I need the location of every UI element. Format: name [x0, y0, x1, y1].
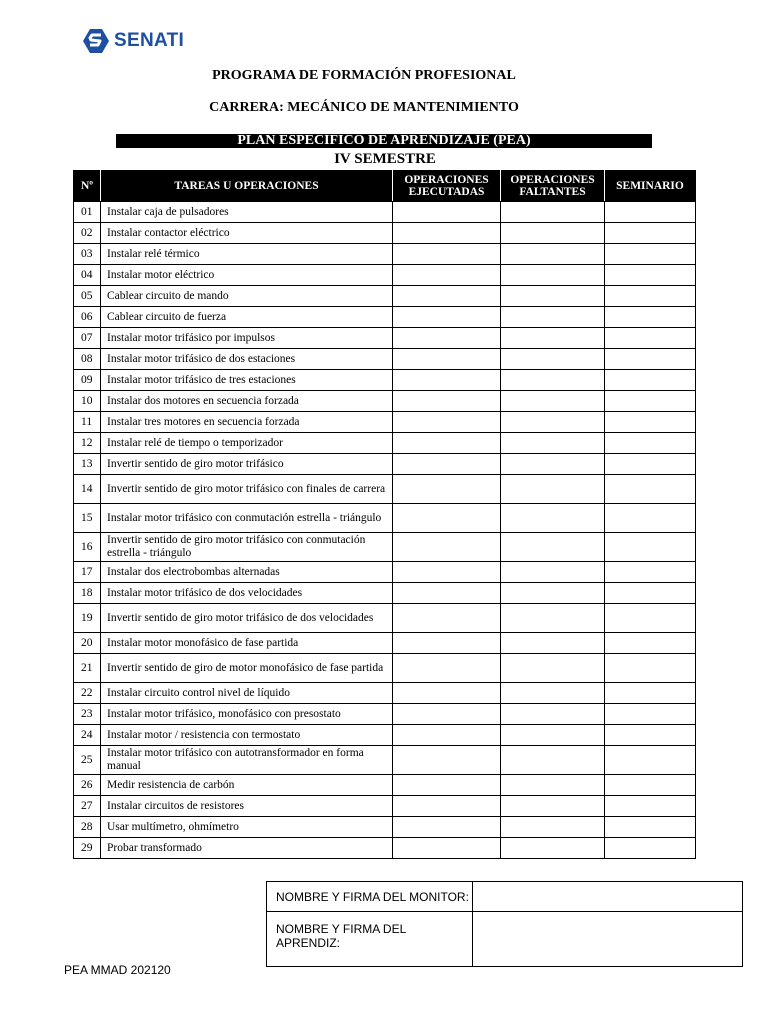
row-missing-cell[interactable]: [501, 633, 605, 654]
table-row: [74, 725, 696, 746]
table-row: [74, 265, 696, 286]
row-executed-cell[interactable]: [393, 202, 501, 223]
row-task: Instalar motor trifásico con conmutación estrella - triángulo: [101, 504, 393, 533]
row-missing-cell[interactable]: [501, 654, 605, 683]
row-task: Instalar motor trifásico de dos velocidades: [101, 583, 393, 604]
row-seminar-cell[interactable]: [605, 775, 696, 796]
row-task: Instalar circuito control nivel de líquido: [101, 683, 393, 704]
row-task: Usar multímetro, ohmímetro: [101, 817, 393, 838]
row-number: 05: [74, 286, 101, 307]
row-executed-cell[interactable]: [393, 265, 501, 286]
row-executed-cell[interactable]: [393, 633, 501, 654]
row-task: Instalar motor trifásico de tres estaciones: [101, 370, 393, 391]
row-executed-cell[interactable]: [393, 604, 501, 633]
row-seminar-cell[interactable]: [605, 433, 696, 454]
row-number: 14: [74, 475, 101, 504]
senati-logo: [82, 28, 184, 54]
monitor-signature-row: [267, 882, 743, 912]
row-missing-cell[interactable]: [501, 370, 605, 391]
row-missing-cell[interactable]: [501, 746, 605, 775]
row-executed-cell[interactable]: [393, 533, 501, 562]
row-missing-cell[interactable]: [501, 775, 605, 796]
row-executed-cell[interactable]: [393, 746, 501, 775]
row-seminar-cell[interactable]: [605, 817, 696, 838]
row-executed-cell[interactable]: [393, 775, 501, 796]
row-executed-cell[interactable]: [393, 504, 501, 533]
row-number: 04: [74, 265, 101, 286]
row-seminar-cell[interactable]: [605, 562, 696, 583]
table-header-row: [74, 171, 696, 202]
row-seminar-cell[interactable]: [605, 307, 696, 328]
row-executed-cell[interactable]: [393, 454, 501, 475]
monitor-signature-field[interactable]: [473, 882, 743, 912]
row-number: 03: [74, 244, 101, 265]
row-missing-cell[interactable]: [501, 796, 605, 817]
table-row: [74, 244, 696, 265]
row-task: Invertir sentido de giro motor trifásico con conmutación estrella - triángulo: [101, 533, 393, 562]
row-missing-cell[interactable]: [501, 817, 605, 838]
table-row: [74, 817, 696, 838]
table-row: [74, 654, 696, 683]
table-row: [74, 454, 696, 475]
table-row: [74, 583, 696, 604]
row-number: 22: [74, 683, 101, 704]
footer-code: PEA MMAD 202120: [64, 963, 171, 977]
row-task: Instalar motor / resistencia con termostato: [101, 725, 393, 746]
row-seminar-cell[interactable]: [605, 604, 696, 633]
monitor-signature-label: NOMBRE Y FIRMA DEL MONITOR:: [267, 882, 473, 912]
row-task: Instalar motor trifásico por impulsos: [101, 328, 393, 349]
apprentice-signature-field[interactable]: [473, 912, 743, 967]
row-missing-cell[interactable]: [501, 286, 605, 307]
row-number: 19: [74, 604, 101, 633]
row-task: Instalar contactor eléctrico: [101, 223, 393, 244]
logo-text: SENATI: [114, 30, 185, 51]
apprentice-signature-label: NOMBRE Y FIRMA DEL APRENDIZ:: [267, 912, 473, 967]
row-missing-cell[interactable]: [501, 533, 605, 562]
row-missing-cell[interactable]: [501, 265, 605, 286]
table-row: [74, 796, 696, 817]
row-seminar-cell[interactable]: [605, 244, 696, 265]
col-header-number: Nº: [74, 171, 101, 202]
row-number: 13: [74, 454, 101, 475]
row-missing-cell[interactable]: [501, 202, 605, 223]
row-number: 21: [74, 654, 101, 683]
row-task: Invertir sentido de giro de motor monofásico de fase partida: [101, 654, 393, 683]
row-seminar-cell[interactable]: [605, 391, 696, 412]
row-number: 09: [74, 370, 101, 391]
row-number: 26: [74, 775, 101, 796]
row-missing-cell[interactable]: [501, 244, 605, 265]
row-executed-cell[interactable]: [393, 562, 501, 583]
row-task: Instalar relé de tiempo o temporizador: [101, 433, 393, 454]
row-missing-cell[interactable]: [501, 328, 605, 349]
row-seminar-cell[interactable]: [605, 838, 696, 859]
row-seminar-cell[interactable]: [605, 583, 696, 604]
row-seminar-cell[interactable]: [605, 265, 696, 286]
row-task: Instalar dos motores en secuencia forzada: [101, 391, 393, 412]
table-row: [74, 433, 696, 454]
table-row: [74, 562, 696, 583]
program-title: PROGRAMA DE FORMACIÓN PROFESIONAL: [212, 68, 516, 83]
table-row: [74, 633, 696, 654]
signature-box: [266, 881, 743, 967]
row-seminar-cell[interactable]: [605, 349, 696, 370]
row-task: Instalar circuitos de resistores: [101, 796, 393, 817]
row-task: Probar transformado: [101, 838, 393, 859]
row-executed-cell[interactable]: [393, 725, 501, 746]
row-task: Invertir sentido de giro motor trifásico de dos velocidades: [101, 604, 393, 633]
row-missing-cell[interactable]: [501, 604, 605, 633]
row-task: Instalar caja de pulsadores: [101, 202, 393, 223]
senati-logo-icon: [82, 28, 110, 54]
row-seminar-cell[interactable]: [605, 412, 696, 433]
row-number: 28: [74, 817, 101, 838]
row-missing-cell[interactable]: [501, 223, 605, 244]
row-seminar-cell[interactable]: [605, 286, 696, 307]
row-executed-cell[interactable]: [393, 286, 501, 307]
row-task: Cablear circuito de mando: [101, 286, 393, 307]
row-task: Instalar motor monofásico de fase partida: [101, 633, 393, 654]
table-row: [74, 838, 696, 859]
row-executed-cell[interactable]: [393, 583, 501, 604]
row-task: Instalar dos electrobombas alternadas: [101, 562, 393, 583]
table-row: [74, 704, 696, 725]
row-seminar-cell[interactable]: [605, 475, 696, 504]
row-seminar-cell[interactable]: [605, 504, 696, 533]
row-number: 20: [74, 633, 101, 654]
row-seminar-cell[interactable]: [605, 633, 696, 654]
row-seminar-cell[interactable]: [605, 533, 696, 562]
col-header-seminar: SEMINARIO: [605, 171, 696, 202]
row-executed-cell[interactable]: [393, 683, 501, 704]
col-header-executed: OPERACIONES EJECUTADAS: [393, 171, 501, 202]
row-number: 12: [74, 433, 101, 454]
table-row: [74, 286, 696, 307]
row-executed-cell[interactable]: [393, 244, 501, 265]
table-row: [74, 775, 696, 796]
table-row: [74, 504, 696, 533]
row-seminar-cell[interactable]: [605, 328, 696, 349]
table-row: [74, 370, 696, 391]
row-missing-cell[interactable]: [501, 391, 605, 412]
table-row: [74, 683, 696, 704]
table-row: [74, 391, 696, 412]
row-number: 11: [74, 412, 101, 433]
row-seminar-cell[interactable]: [605, 370, 696, 391]
row-missing-cell[interactable]: [501, 683, 605, 704]
row-executed-cell[interactable]: [393, 704, 501, 725]
row-executed-cell[interactable]: [393, 328, 501, 349]
row-task: Medir resistencia de carbón: [101, 775, 393, 796]
row-missing-cell[interactable]: [501, 725, 605, 746]
row-number: 06: [74, 307, 101, 328]
row-executed-cell[interactable]: [393, 349, 501, 370]
semester-title: IV SEMESTRE: [334, 151, 436, 167]
col-header-missing: OPERACIONES FALTANTES: [501, 171, 605, 202]
row-missing-cell[interactable]: [501, 838, 605, 859]
plan-title: PLAN ESPECÍFICO DE APRENDIZAJE (PEA): [116, 134, 652, 148]
row-number: 27: [74, 796, 101, 817]
row-executed-cell[interactable]: [393, 654, 501, 683]
row-executed-cell[interactable]: [393, 838, 501, 859]
row-seminar-cell[interactable]: [605, 454, 696, 475]
row-missing-cell[interactable]: [501, 307, 605, 328]
row-seminar-cell[interactable]: [605, 654, 696, 683]
row-executed-cell[interactable]: [393, 475, 501, 504]
row-task: Invertir sentido de giro motor trifásico: [101, 454, 393, 475]
row-task: Instalar motor trifásico con autotransformador en forma manual: [101, 746, 393, 775]
row-task: Instalar motor trifásico, monofásico con presostato: [101, 704, 393, 725]
tasks-table: [73, 170, 696, 859]
row-executed-cell[interactable]: [393, 412, 501, 433]
row-missing-cell[interactable]: [501, 349, 605, 370]
row-number: 07: [74, 328, 101, 349]
row-missing-cell[interactable]: [501, 412, 605, 433]
career-title: CARRERA: MECÁNICO DE MANTENIMIENTO: [209, 100, 519, 115]
table-row: [74, 202, 696, 223]
table-row: [74, 328, 696, 349]
row-task: Cablear circuito de fuerza: [101, 307, 393, 328]
row-missing-cell[interactable]: [501, 562, 605, 583]
table-row: [74, 746, 696, 775]
table-row: [74, 412, 696, 433]
row-missing-cell[interactable]: [501, 475, 605, 504]
row-executed-cell[interactable]: [393, 433, 501, 454]
table-row: [74, 604, 696, 633]
row-executed-cell[interactable]: [393, 817, 501, 838]
row-number: 17: [74, 562, 101, 583]
row-seminar-cell[interactable]: [605, 725, 696, 746]
row-missing-cell[interactable]: [501, 454, 605, 475]
row-executed-cell[interactable]: [393, 796, 501, 817]
row-executed-cell[interactable]: [393, 307, 501, 328]
row-task: Instalar tres motores en secuencia forzada: [101, 412, 393, 433]
table-row: [74, 533, 696, 562]
row-seminar-cell[interactable]: [605, 223, 696, 244]
row-number: 16: [74, 533, 101, 562]
row-number: 02: [74, 223, 101, 244]
row-task: Instalar motor eléctrico: [101, 265, 393, 286]
row-number: 15: [74, 504, 101, 533]
row-task: Instalar relé térmico: [101, 244, 393, 265]
row-number: 10: [74, 391, 101, 412]
table-row: [74, 223, 696, 244]
row-task: Instalar motor trifásico de dos estaciones: [101, 349, 393, 370]
row-seminar-cell[interactable]: [605, 704, 696, 725]
row-number: 29: [74, 838, 101, 859]
row-number: 23: [74, 704, 101, 725]
row-missing-cell[interactable]: [501, 433, 605, 454]
row-number: 08: [74, 349, 101, 370]
row-seminar-cell[interactable]: [605, 202, 696, 223]
row-missing-cell[interactable]: [501, 583, 605, 604]
row-executed-cell[interactable]: [393, 370, 501, 391]
row-seminar-cell[interactable]: [605, 796, 696, 817]
row-seminar-cell[interactable]: [605, 746, 696, 775]
row-seminar-cell[interactable]: [605, 683, 696, 704]
table-row: [74, 349, 696, 370]
row-number: 18: [74, 583, 101, 604]
row-executed-cell[interactable]: [393, 223, 501, 244]
col-header-tasks: TAREAS U OPERACIONES: [101, 171, 393, 202]
row-number: 25: [74, 746, 101, 775]
table-row: [74, 475, 696, 504]
apprentice-signature-row: [267, 912, 743, 967]
row-number: 01: [74, 202, 101, 223]
row-missing-cell[interactable]: [501, 704, 605, 725]
row-executed-cell[interactable]: [393, 391, 501, 412]
row-task: Invertir sentido de giro motor trifásico con finales de carrera: [101, 475, 393, 504]
table-row: [74, 307, 696, 328]
row-missing-cell[interactable]: [501, 504, 605, 533]
row-number: 24: [74, 725, 101, 746]
